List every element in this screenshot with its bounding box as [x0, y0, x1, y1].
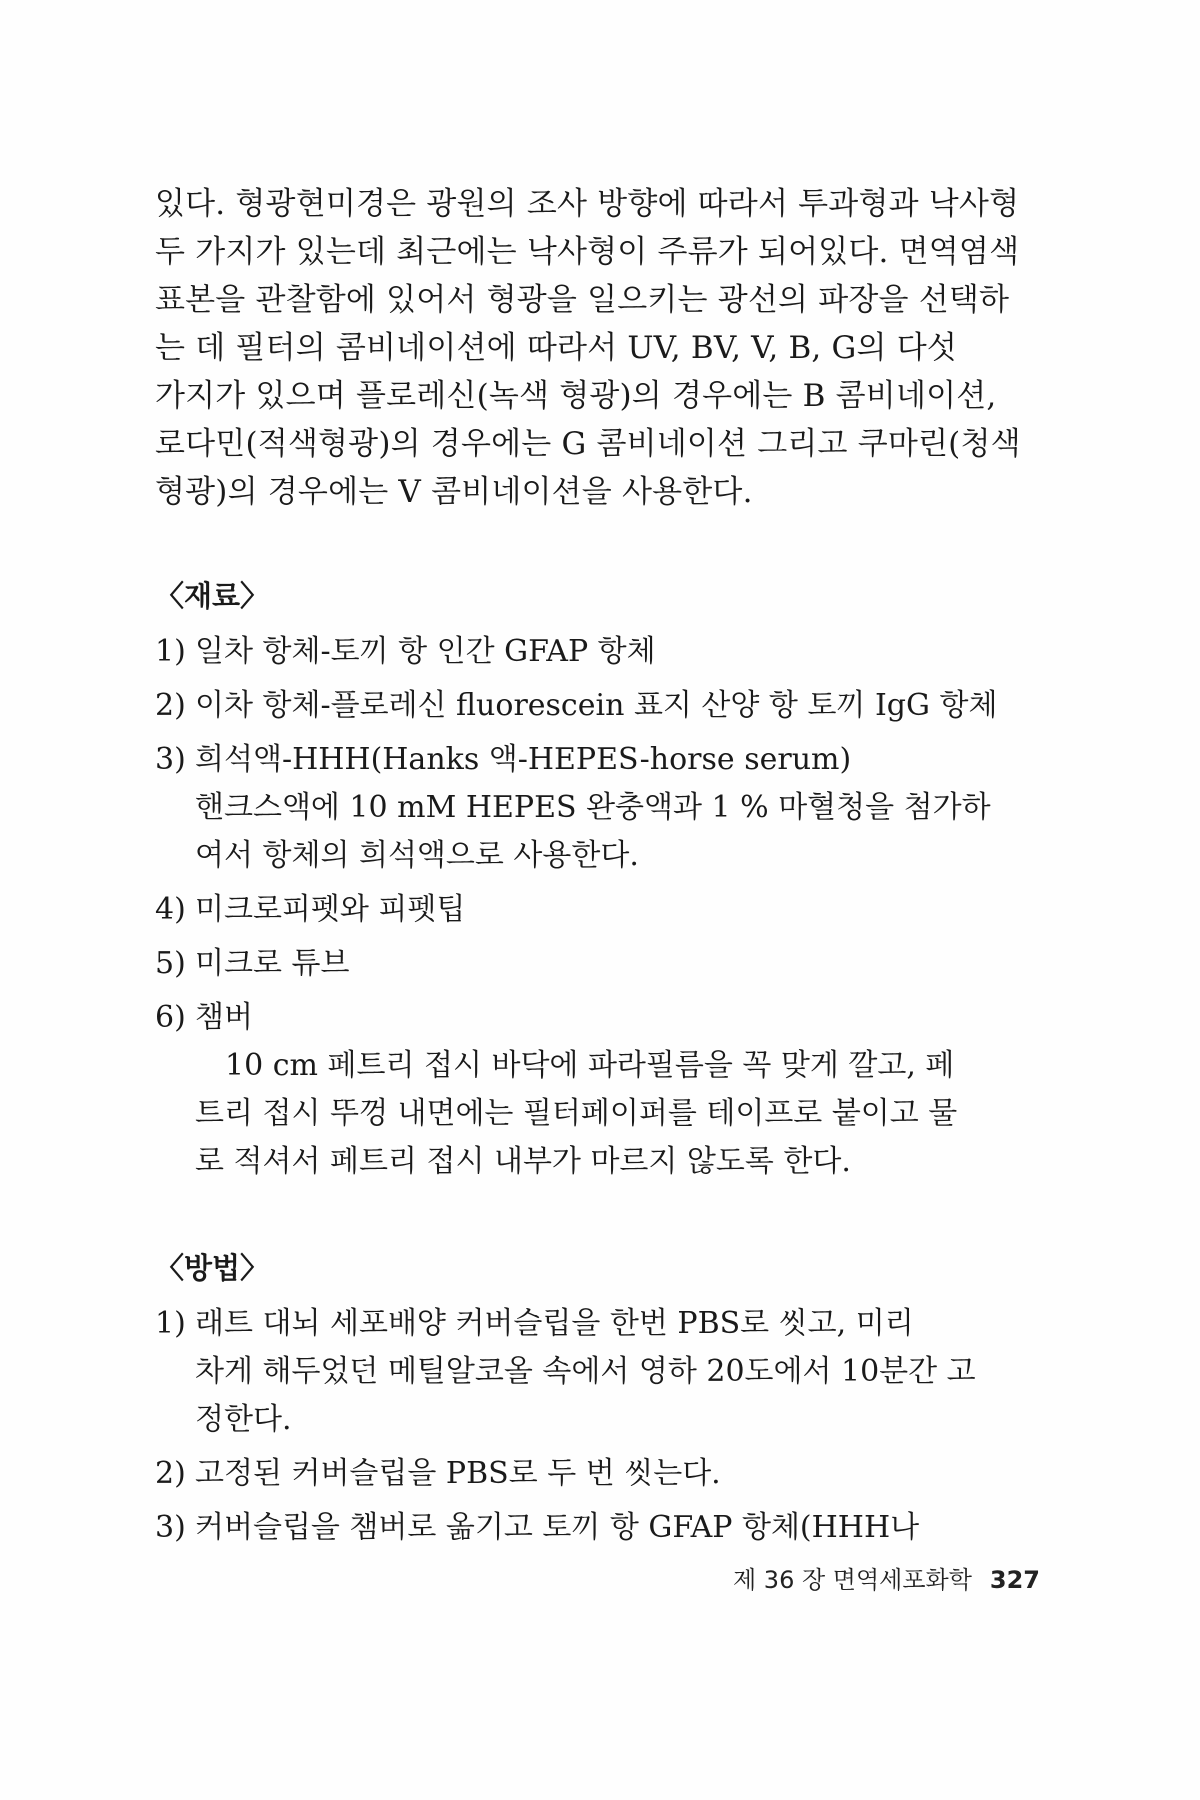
item-line: 차게 해두었던 메틸알코올 속에서 영하 20도에서 10분간 고: [195, 1354, 976, 1389]
methods-item-1: [155, 1300, 1040, 1444]
methods-item-3: [155, 1504, 1040, 1552]
intro-line: 는 데 필터의 콤비네이션에 따라서 UV, BV, V, B, G의 다섯: [155, 330, 957, 366]
item-line: 정한다.: [195, 1402, 292, 1437]
item-line: 미크로피펫와 피펫팁: [195, 892, 466, 927]
item-text: [195, 940, 1040, 988]
item-number: 1): [155, 634, 186, 669]
item-number: 3): [155, 1510, 186, 1545]
materials-item-4: [155, 886, 1040, 934]
item-number: 3): [155, 742, 186, 777]
item-number: 2): [155, 688, 186, 723]
intro-line: 형광)의 경우에는 V 콤비네이션을 사용한다.: [155, 474, 753, 510]
item-number: 4): [155, 892, 186, 927]
materials-item-1: [155, 628, 1040, 676]
item-text: [195, 682, 1040, 730]
item-line: 고정된 커버슬립을 PBS로 두 번 씻는다.: [195, 1456, 721, 1491]
item-text: [195, 1450, 1040, 1498]
item-text: [195, 1504, 1040, 1552]
materials-item-3: [155, 736, 1040, 880]
methods-list: [155, 1300, 1040, 1552]
item-line: 로 적셔서 페트리 접시 내부가 마르지 않도록 한다.: [195, 1144, 851, 1179]
item-text: [195, 1300, 1040, 1444]
intro-line: 두 가지가 있는데 최근에는 낙사형이 주류가 되어있다. 면역염색: [155, 234, 1020, 270]
item-line: 10 cm 페트리 접시 바닥에 파라필름을 꼭 맞게 깔고, 페: [225, 1048, 955, 1083]
item-line: 미크로 튜브: [195, 946, 350, 981]
materials-item-6: [155, 994, 1040, 1186]
page-footer: [700, 1560, 1040, 1595]
item-line: 핸크스액에 10 mM HEPES 완충액과 1 % 마혈청을 첨가하: [195, 790, 991, 825]
item-number: 2): [155, 1456, 186, 1491]
item-line: 트리 접시 뚜껑 내면에는 필터페이퍼를 테이프로 붙이고 물: [195, 1096, 958, 1131]
item-text: [195, 736, 1040, 880]
intro-paragraph: [155, 180, 1040, 516]
item-line: 래트 대뇌 세포배양 커버슬립을 한번 PBS로 씻고, 미리: [195, 1306, 914, 1341]
materials-heading: 〈재료〉: [155, 579, 270, 613]
intro-line: 로다민(적색형광)의 경우에는 G 콤비네이션 그리고 쿠마린(청색: [155, 426, 1021, 462]
methods-heading: 〈방법〉: [155, 1251, 270, 1285]
intro-line: 가지가 있으며 플로레신(녹색 형광)의 경우에는 B 콤비네이션,: [155, 378, 997, 414]
page-number: 327: [989, 1566, 1040, 1594]
item-text: [195, 886, 1040, 934]
item-line: 일차 항체-토끼 항 인간 GFAP 항체: [195, 634, 656, 669]
item-text: [195, 994, 1040, 1186]
item-line: 여서 항체의 희석액으로 사용한다.: [195, 838, 639, 873]
item-number: 1): [155, 1306, 186, 1341]
intro-line: 있다. 형광현미경은 광원의 조사 방향에 따라서 투과형과 낙사형: [155, 186, 1020, 222]
materials-list: [155, 628, 1040, 1186]
item-line: 이차 항체-플로레신 fluorescein 표지 산양 항 토끼 IgG 항체: [195, 688, 998, 723]
item-line: 희석액-HHH(Hanks 액-HEPES-horse serum): [195, 742, 852, 777]
intro-line: 표본을 관찰함에 있어서 형광을 일으키는 광선의 파장을 선택하: [155, 282, 1010, 318]
materials-item-2: [155, 682, 1040, 730]
methods-item-2: [155, 1450, 1040, 1498]
item-number: 6): [155, 1000, 186, 1035]
page-content: [155, 180, 1040, 1558]
materials-item-5: [155, 940, 1040, 988]
item-text: [195, 628, 1040, 676]
chapter-label: 제 36 장 면역세포화학: [732, 1566, 972, 1594]
item-number: 5): [155, 946, 186, 981]
item-line: 커버슬립을 챔버로 옮기고 토끼 항 GFAP 항체(HHH나: [195, 1510, 920, 1545]
item-line: 챔버: [195, 1000, 253, 1035]
